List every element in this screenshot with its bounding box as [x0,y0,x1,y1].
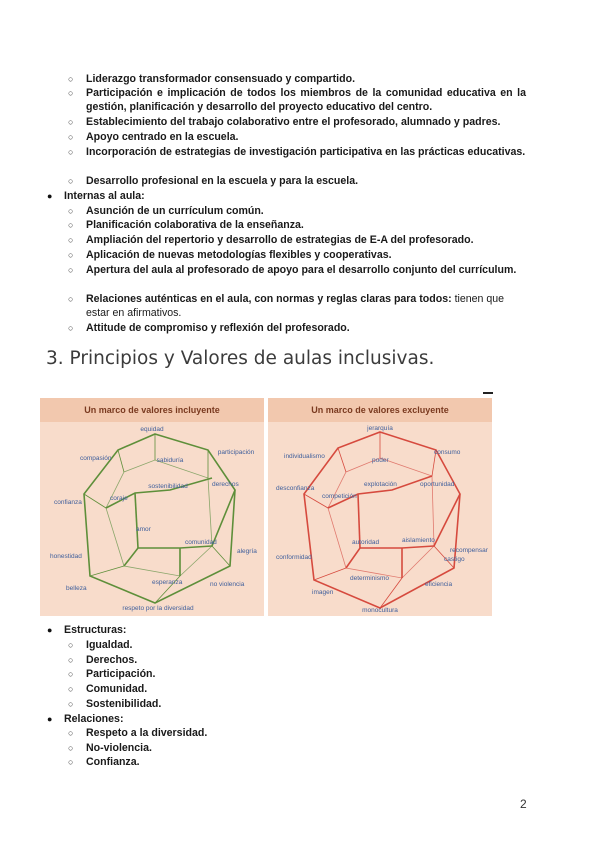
bullet-circle: ○ [68,743,74,753]
list-item: Participación. [86,668,156,680]
internas-label: Internas al aula: [64,190,145,202]
word-castigo: castigo [444,556,465,563]
list-item: No-violencia. [86,742,152,754]
word-poder: poder [372,457,389,464]
bullet-circle: ○ [68,147,74,157]
word-desconfianza: desconfianza [276,485,315,492]
bullet-circle: ○ [68,74,74,84]
bullet-circle: ○ [68,684,74,694]
values-figure [40,398,492,616]
bullet-circle: ○ [68,728,74,738]
word-coraje: coraje [110,495,128,502]
word-jerarquia: jerarquía [367,425,393,432]
word-confianza: confianza [54,499,82,506]
section-heading: 3. Principios y Valores de aulas inclusivas. [46,348,435,369]
bullet-circle: ○ [68,265,74,275]
list-item: Respeto a la diversidad. [86,727,208,739]
word-alegria: alegría [237,548,257,555]
word-belleza: belleza [66,585,87,592]
word-explotacion: explotación [364,481,397,488]
bullet-circle: ○ [68,323,74,333]
bullet-dot: ● [47,191,53,201]
bullet-circle: ○ [68,669,74,679]
word-consumo: consumo [434,449,461,456]
dash-mark [483,392,493,394]
word-autoridad: autoridad [352,539,380,546]
word-determinismo: determinismo [350,575,390,582]
bullet-dot: ● [47,625,53,635]
bullet-circle: ○ [68,220,74,230]
word-oportunidad: oportunidad [420,481,455,488]
list-item-bold: Relaciones auténticas en el aula, con normas y reglas claras para todos: [86,293,452,305]
relaciones-label: Relaciones: [64,713,124,725]
list-item: Confianza. [86,756,140,768]
word-amor: amor [136,526,151,533]
bullet-circle: ○ [68,88,74,98]
bullet-circle: ○ [68,757,74,767]
bullet-circle: ○ [68,176,74,186]
list-item: Comunidad. [86,683,148,695]
word-esperanza: esperanza [152,579,183,586]
list-item: Incorporación de estrategias de investigación participativa en las prácticas educativas. [86,146,526,158]
list-item-normal: tienen que estar en afirmativos. [86,293,505,319]
bullet-dot: ● [47,714,53,724]
word-sabiduria: sabiduría [156,457,184,464]
bullet-circle: ○ [68,206,74,216]
word-compasion: compasión [80,455,112,462]
word-aislamiento: aislamiento [402,537,435,544]
list-item: Desarrollo profesional en la escuela y para la escuela. [86,175,359,187]
word-honestidad: honestidad [50,553,82,560]
word-sostenibilidad: sostenibilidad [148,483,188,490]
word-competicion: competición [322,493,357,500]
word-imagen: imagen [312,589,334,596]
word-comunidad: comunidad [185,539,217,546]
word-recompensar: recompensar [450,547,488,554]
list-item: Attitude de compromiso y reflexión del profesorado. [86,322,350,334]
left-title: Un marco de valores incluyente [84,405,220,415]
page-number: 2 [520,797,527,811]
list-item: Planificación colaborativa de la enseñanza. [86,219,304,231]
list-item: Participación e implicación de todos los miembros de la comunidad educativa en la gestión, planificación y desarrollo del proyecto educativo del centro. [86,87,526,113]
word-equidad: equidad [140,426,164,433]
word-eficiencia: eficiencia [425,581,453,588]
bullet-circle: ○ [68,699,74,709]
list-item: Igualdad. [86,639,133,651]
estructuras-label: Estructuras: [64,624,127,636]
word-derechos: derechos [212,481,239,488]
bullet-circle: ○ [68,655,74,665]
bullet-circle: ○ [68,235,74,245]
list-item: Asunción de un currículum común. [86,205,264,217]
bullet-circle: ○ [68,640,74,650]
list-item: Establecimiento del trabajo colaborativo entre el profesorado, alumnado y padres. [86,116,501,128]
list-item: Liderazgo transformador consensuado y compartido. [86,73,356,85]
list-item: Ampliación del repertorio y desarrollo de estrategias de E-A del profesorado. [86,234,474,246]
list-item: Apertura del aula al profesorado de apoyo para el desarrollo conjunto del currículum. [86,264,517,276]
list-item: Sostenibilidad. [86,698,162,710]
word-respeto: respeto por la diversidad [122,605,194,612]
word-conformidad: conformidad [276,554,312,561]
bullet-circle: ○ [68,294,74,304]
word-no-violencia: no violencia [210,581,245,588]
word-individualismo: individualismo [284,453,325,460]
bullet-circle: ○ [68,250,74,260]
word-participacion: participación [217,449,255,456]
word-monocultura: monocultura [362,607,398,614]
list-item: Derechos. [86,654,138,666]
bullet-circle: ○ [68,132,74,142]
bullet-circle: ○ [68,117,74,127]
right-title: Un marco de valores excluyente [311,405,449,415]
list-item [86,292,526,320]
list-item: Aplicación de nuevas metodologías flexibles y cooperativas. [86,249,392,261]
list-item: Apoyo centrado en la escuela. [86,131,239,143]
